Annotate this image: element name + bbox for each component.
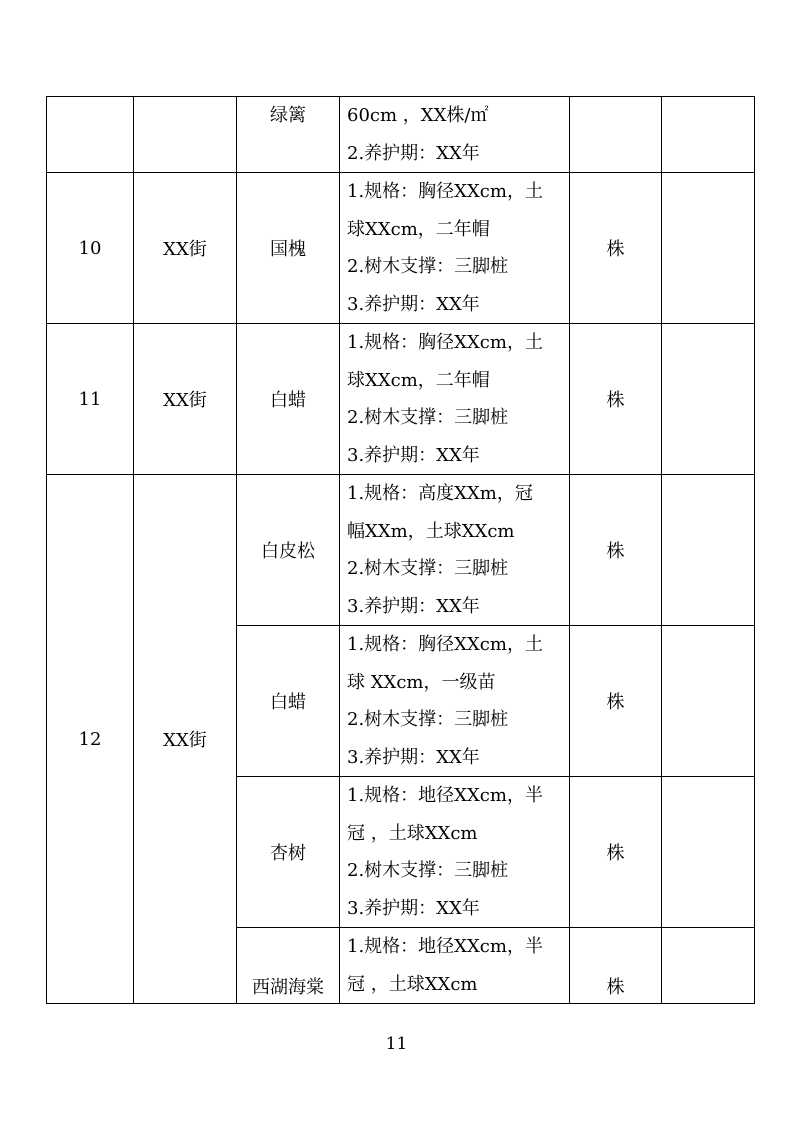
spec-line: 60cm ，XX株/㎡ (347, 105, 489, 126)
spec-line: 3.养护期：XX年 (347, 897, 480, 919)
plant-name-cell: 杏树 (237, 777, 340, 928)
row-number-cell: 12 (47, 475, 134, 1004)
spec-line: 1.规格：胸径XXcm，土 (347, 181, 543, 202)
extra-cell (662, 324, 755, 475)
extra-cell (662, 777, 755, 928)
spec-line: 球XXcm，二年帽 (347, 218, 490, 240)
plant-name-cell: 白皮松 (237, 475, 340, 626)
spec-cell (340, 777, 570, 928)
spec-line: 2.树木支撑：三脚桩 (347, 407, 509, 428)
row-number-cell: 11 (47, 324, 134, 475)
page-number: 11 (385, 1034, 408, 1054)
spec-line: 3.养护期：XX年 (347, 293, 480, 315)
spec-line: 2.树木支撑：三脚桩 (347, 558, 509, 579)
spec-line: 1.规格：胸径XXcm，土 (347, 634, 543, 655)
spec-line: 1.规格：地径XXcm，半 (347, 785, 543, 806)
plant-name-cell: 绿篱 (237, 97, 340, 173)
spec-cell (340, 475, 570, 626)
spec-line: 球 XXcm，一级苗 (347, 671, 496, 693)
spec-line: 2.树木支撑：三脚桩 (347, 709, 509, 730)
table-row (47, 475, 755, 626)
spec-line: 幅XXm，土球XXcm (347, 520, 515, 542)
plant-name-cell: 白蜡 (237, 324, 340, 475)
extra-cell (662, 475, 755, 626)
spec-cell (340, 97, 570, 173)
spec-line: 1.规格：胸径XXcm，土 (347, 332, 543, 353)
spec-line: 2.树木支撑：三脚桩 (347, 256, 509, 277)
spec-line: 3.养护期：XX年 (347, 444, 480, 466)
table-row (47, 97, 755, 173)
extra-cell (662, 928, 755, 1004)
unit-cell: 株 (570, 324, 662, 475)
extra-cell (662, 97, 755, 173)
spec-line: 冠 ，土球XXcm (347, 822, 478, 844)
unit-cell: 株 (570, 928, 662, 1004)
spec-line: 2.树木支撑：三脚桩 (347, 860, 509, 881)
row-number-cell: 10 (47, 173, 134, 324)
spec-line: 球XXcm，二年帽 (347, 369, 490, 391)
street-cell: XX街 (134, 324, 237, 475)
spec-cell (340, 928, 570, 1004)
spec-cell (340, 324, 570, 475)
street-cell: XX街 (134, 173, 237, 324)
plant-name-cell: 国槐 (237, 173, 340, 324)
row-number-cell (47, 97, 134, 173)
spec-line: 3.养护期：XX年 (347, 746, 480, 768)
spec-line: 1.规格：高度XXm，冠 (347, 483, 533, 504)
spec-line: 3.养护期：XX年 (347, 595, 480, 617)
unit-cell: 株 (570, 626, 662, 777)
spec-line: 1.规格：地径XXcm，半 (347, 936, 543, 957)
spec-line: 冠 ，土球XXcm (347, 973, 478, 995)
street-cell (134, 97, 237, 173)
plant-spec-table (46, 96, 755, 1004)
unit-cell: 株 (570, 173, 662, 324)
table-row (47, 173, 755, 324)
plant-name-cell: 西湖海棠 (237, 928, 340, 1004)
extra-cell (662, 173, 755, 324)
spec-cell (340, 626, 570, 777)
extra-cell (662, 626, 755, 777)
unit-cell (570, 97, 662, 173)
table-row (47, 324, 755, 475)
unit-cell: 株 (570, 777, 662, 928)
unit-cell: 株 (570, 475, 662, 626)
spec-cell (340, 173, 570, 324)
spec-line: 2.养护期：XX年 (347, 142, 480, 164)
plant-name-cell: 白蜡 (237, 626, 340, 777)
street-cell: XX街 (134, 475, 237, 1004)
